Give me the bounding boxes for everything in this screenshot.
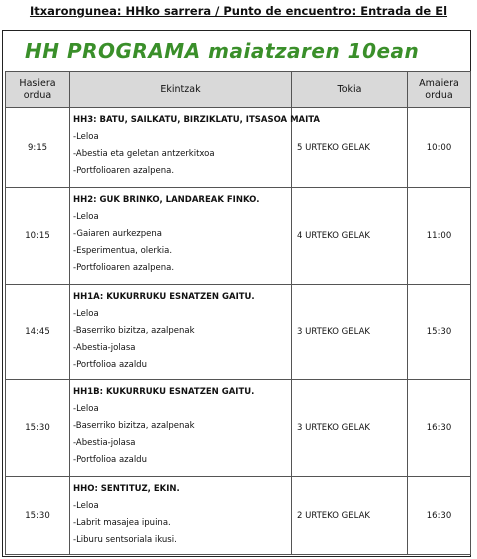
header-start-time: Hasiera ordua	[6, 72, 70, 108]
activity-item: -Leloa	[73, 404, 99, 414]
table-header-row	[6, 72, 471, 108]
activity-title: HH2: GUK BRINKO, LANDAREAK FINKO.	[73, 195, 260, 205]
start-time: 10:15	[6, 188, 70, 285]
activity-item: -Leloa	[73, 132, 99, 142]
activity-item: -Portfolioaren azalpena.	[73, 263, 175, 273]
end-time: 10:00	[408, 108, 471, 188]
end-time: 15:30	[408, 285, 471, 380]
activity-cell	[70, 285, 292, 380]
meeting-point-heading: Itxarongunea: HHko sarrera / Punto de encuentro: Entrada de El	[29, 4, 448, 18]
activity-cell	[70, 188, 292, 285]
activity-item: -Leloa	[73, 309, 99, 319]
activity-item: -Esperimentua, olerkia.	[73, 246, 173, 256]
activity-title: HH1B: KUKURRUKU ESNATZEN GAITU.	[73, 387, 255, 397]
activity-title: HH3: BATU, SAILKATU, BIRZIKLATU, ITSASOA MAITA	[73, 115, 321, 125]
start-time: 15:30	[6, 477, 70, 555]
program-frame	[2, 30, 471, 557]
header-place: Tokia	[292, 72, 408, 108]
program-title: HH PROGRAMA maiatzaren 10ean	[25, 39, 420, 63]
activity-item: -Abestia-jolasa	[73, 438, 136, 448]
activity-cell	[70, 108, 321, 188]
activity-title: HHO: SENTITUZ, EKIN.	[73, 484, 180, 494]
activity-item: -Leloa	[73, 501, 99, 511]
place: 4 URTEKO GELAK	[292, 188, 408, 285]
activity-item: -Abestia eta geletan antzerkitxoa	[73, 149, 215, 159]
activity-item: -Baserriko bizitza, azalpenak	[73, 421, 195, 431]
table-row	[6, 188, 471, 285]
activity-item: -Leloa	[73, 212, 99, 222]
activity-title: HH1A: KUKURRUKU ESNATZEN GAITU.	[73, 292, 255, 302]
place: 3 URTEKO GELAK	[292, 285, 408, 380]
table-row	[6, 380, 471, 477]
activity-cell	[70, 380, 292, 477]
header-activities: Ekintzak	[70, 72, 292, 108]
schedule-table	[5, 71, 471, 555]
activity-item: -Portfolioaren azalpena.	[73, 166, 175, 176]
activity-cell	[70, 477, 292, 555]
activity-item: -Abestia-jolasa	[73, 343, 136, 353]
place: 2 URTEKO GELAK	[292, 477, 408, 555]
place: 5 URTEKO GELAK	[292, 108, 408, 188]
activity-item: -Labrit masajea ipuina.	[73, 518, 171, 528]
start-time: 14:45	[6, 285, 70, 380]
header-end-time: Amaiera ordua	[408, 72, 471, 108]
table-row	[6, 108, 471, 188]
end-time: 11:00	[408, 188, 471, 285]
end-time: 16:30	[408, 477, 471, 555]
table-row	[6, 285, 471, 380]
activity-item: -Portfolioa azaldu	[73, 360, 147, 370]
start-time: 9:15	[6, 108, 70, 188]
activity-item: -Liburu sentsoriala ikusi.	[73, 535, 177, 545]
table-row	[6, 477, 471, 555]
activity-item: -Gaiaren aurkezpena	[73, 229, 162, 239]
activity-item: -Baserriko bizitza, azalpenak	[73, 326, 195, 336]
activity-item: -Portfolioa azaldu	[73, 455, 147, 465]
end-time: 16:30	[408, 380, 471, 477]
start-time: 15:30	[6, 380, 70, 477]
place: 3 URTEKO GELAK	[292, 380, 408, 477]
